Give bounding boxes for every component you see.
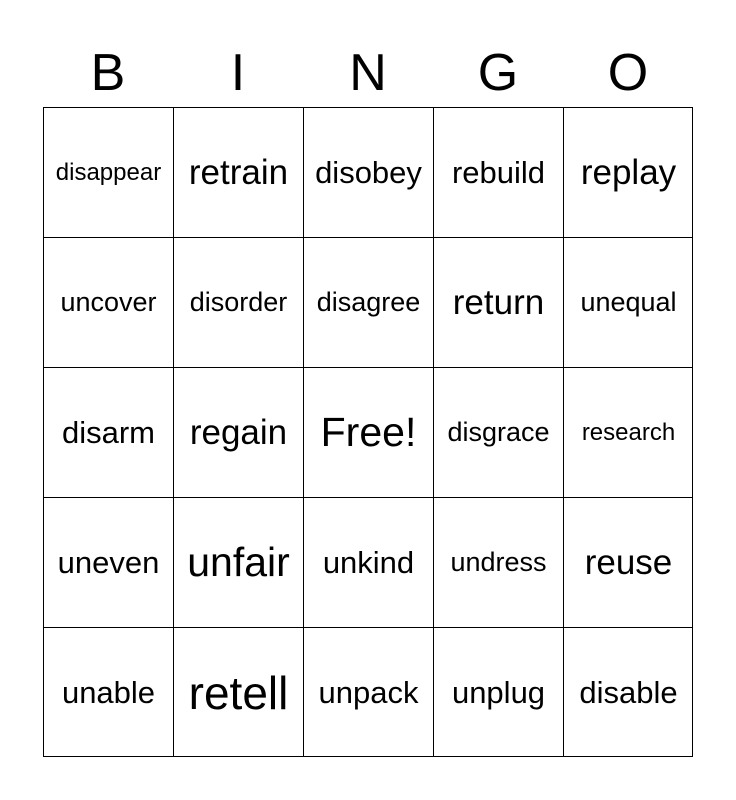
bingo-cell[interactable]: retrain [173,107,303,237]
bingo-cell[interactable]: rebuild [433,107,563,237]
bingo-cell[interactable]: undress [433,497,563,627]
bingo-board [43,107,693,757]
bingo-cell[interactable]: uneven [43,497,173,627]
bingo-cell[interactable]: replay [563,107,693,237]
header-letter-g: G [477,44,519,102]
header-letter-o: O [607,44,649,102]
bingo-cell[interactable]: unplug [433,627,563,757]
bingo-cell[interactable]: research [563,367,693,497]
bingo-cell[interactable]: disorder [173,237,303,367]
bingo-cell[interactable]: disable [563,627,693,757]
bingo-header [43,38,693,108]
bingo-cell[interactable]: reuse [563,497,693,627]
bingo-cell[interactable]: unpack [303,627,433,757]
bingo-cell[interactable]: return [433,237,563,367]
header-letter-b: B [90,44,126,102]
bingo-cell[interactable]: unable [43,627,173,757]
bingo-cell[interactable]: disobey [303,107,433,237]
bingo-cell[interactable]: uncover [43,237,173,367]
bingo-cell[interactable]: disarm [43,367,173,497]
bingo-cell[interactable]: disgrace [433,367,563,497]
bingo-cell[interactable]: unfair [173,497,303,627]
header-letter-n: N [349,44,387,102]
bingo-cell[interactable]: unequal [563,237,693,367]
bingo-cell[interactable]: unkind [303,497,433,627]
bingo-cell[interactable]: regain [173,367,303,497]
bingo-cell[interactable]: disagree [303,237,433,367]
header-letter-i: I [230,44,246,102]
free-space-cell[interactable]: Free! [303,367,433,497]
bingo-cell[interactable]: disappear [43,107,173,237]
bingo-cell[interactable]: retell [173,627,303,757]
